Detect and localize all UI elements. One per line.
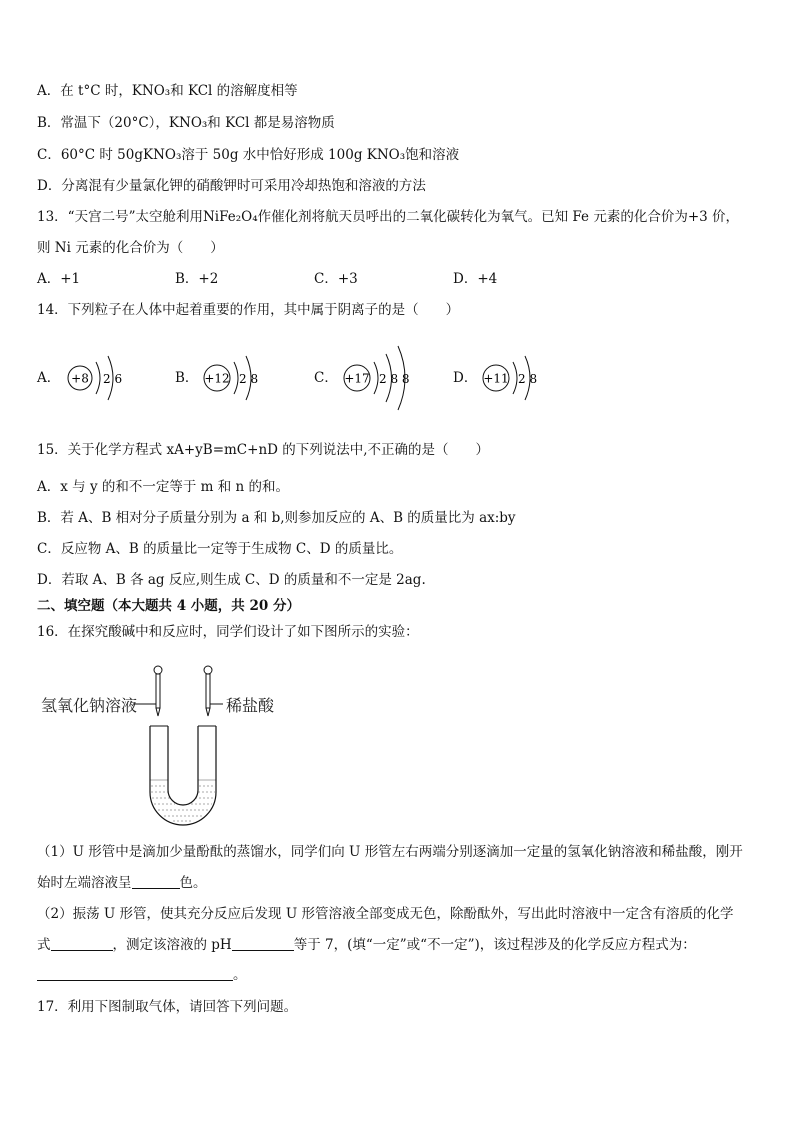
q16-part1-text-b: 色。 [179, 875, 207, 891]
q14-b-nucleus: +12 [204, 371, 230, 386]
q13-option-d: D．+4 [453, 271, 498, 287]
section-heading-fill-in: 二、填空题（本大题共 4 小题，共 20 分） [37, 598, 300, 614]
q14-option-a-label: A． [37, 370, 61, 386]
q14-atom-diagram-b [202, 340, 272, 424]
q16-part2-text-c: 等于 7，(填“一定”或“不一定”)，该过程涉及的化学反应方程式为： [293, 937, 696, 953]
q14-d-nucleus: +11 [483, 371, 509, 386]
q16-part2-text-b: ，测定该溶液的 pH [112, 937, 232, 953]
q14-c-nucleus: +17 [344, 371, 370, 386]
q14-a-nucleus: +8 [71, 371, 89, 386]
q15-option-a: A．x 与 y 的和不一定等于 m 和 n 的和。 [37, 479, 290, 495]
q13-stem-line2: 则 Ni 元素的化合价为（ ） [37, 240, 224, 256]
q16-part2-line2 [37, 936, 696, 954]
q16-part2-line1: （2）振荡 U 形管，使其充分反应后发现 U 形管溶液全部变成无色，除酚酞外，写出此时溶液中一定含有溶质的化学 [37, 906, 734, 922]
q13-option-a: A．+1 [37, 271, 81, 287]
q17-stem: 17．利用下图制取气体，请回答下列问题。 [37, 999, 298, 1015]
q12-option-b: B．常温下（20°C），KNO₃和 KCl 都是易溶物质 [37, 115, 335, 131]
q12-option-c: C．60°C 时 50gKNO₃溶于 50g 水中恰好形成 100g KNO₃饱和溶液 [37, 147, 460, 163]
answer-blank-ph[interactable] [232, 936, 294, 951]
q16-part2-text-a: 式 [37, 937, 51, 953]
q16-part1-text-a: 始时左端溶液呈 [37, 875, 132, 891]
q16-part2-line3 [37, 966, 247, 984]
q16-part1-line2 [37, 874, 207, 892]
q14-atom-diagram-c [341, 340, 421, 424]
q16-part2-end: 。 [233, 967, 247, 983]
q14-atom-diagram-d [481, 340, 551, 424]
q13-option-c: C．+3 [314, 271, 358, 287]
label-sodium-hydroxide: 氢氧化钠溶液 [41, 696, 138, 715]
answer-blank-equation[interactable] [37, 966, 233, 981]
answer-blank-color[interactable] [132, 874, 180, 889]
label-dilute-hydrochloric-acid: 稀盐酸 [226, 696, 275, 715]
u-tube-diagram [37, 660, 277, 840]
answer-blank-formula[interactable] [51, 936, 113, 951]
q13-stem-line1: 13．“天宫二号”太空舱利用NiFe₂O₄作催化剂将航天员呼出的二氧化碳转化为氧气。已知 Fe 元素的化合价为+3 价， [37, 209, 740, 225]
q16-stem: 16．在探究酸碱中和反应时，同学们设计了如下图所示的实验： [37, 624, 419, 640]
q14-option-c-label: C． [314, 370, 338, 386]
q15-option-b: B．若 A、B 相对分子质量分别为 a 和 b,则参加反应的 A、B 的质量比为 ax:by [37, 510, 516, 526]
q14-option-b-label: B． [175, 370, 199, 386]
q12-option-a: A．在 t°C 时，KNO₃和 KCl 的溶解度相等 [37, 83, 298, 99]
q14-c-shells: 2 8 8 [379, 372, 410, 386]
q14-d-shells: 2 8 [518, 372, 538, 386]
q15-option-d: D．若取 A、B 各 ag 反应,则生成 C、D 的质量和不一定是 2ag. [37, 572, 426, 588]
q16-part1-line1: （1）U 形管中是滴加少量酚酞的蒸馏水，同学们向 U 形管左右两端分别逐滴加一定量的氢氧化钠溶液和稀盐酸，刚开 [37, 844, 743, 860]
q14-a-shells: 2 6 [103, 372, 123, 386]
q13-option-b: B．+2 [175, 271, 219, 287]
q14-atom-diagram-a [66, 340, 136, 424]
q12-option-d: D．分离混有少量氯化钾的硝酸钾时可采用冷却热饱和溶液的方法 [37, 178, 426, 194]
q14-b-shells: 2 8 [239, 372, 259, 386]
q15-option-c: C．反应物 A、B 的质量比一定等于生成物 C、D 的质量比。 [37, 541, 403, 557]
q15-stem: 15．关于化学方程式 xA+yB=mC+nD 的下列说法中,不正确的是（ ） [37, 442, 490, 458]
q14-option-d-label: D． [453, 370, 478, 386]
u-tube-figure [37, 660, 277, 844]
q14-stem: 14．下列粒子在人体中起着重要的作用，其中属于阴离子的是（ ） [37, 302, 460, 318]
